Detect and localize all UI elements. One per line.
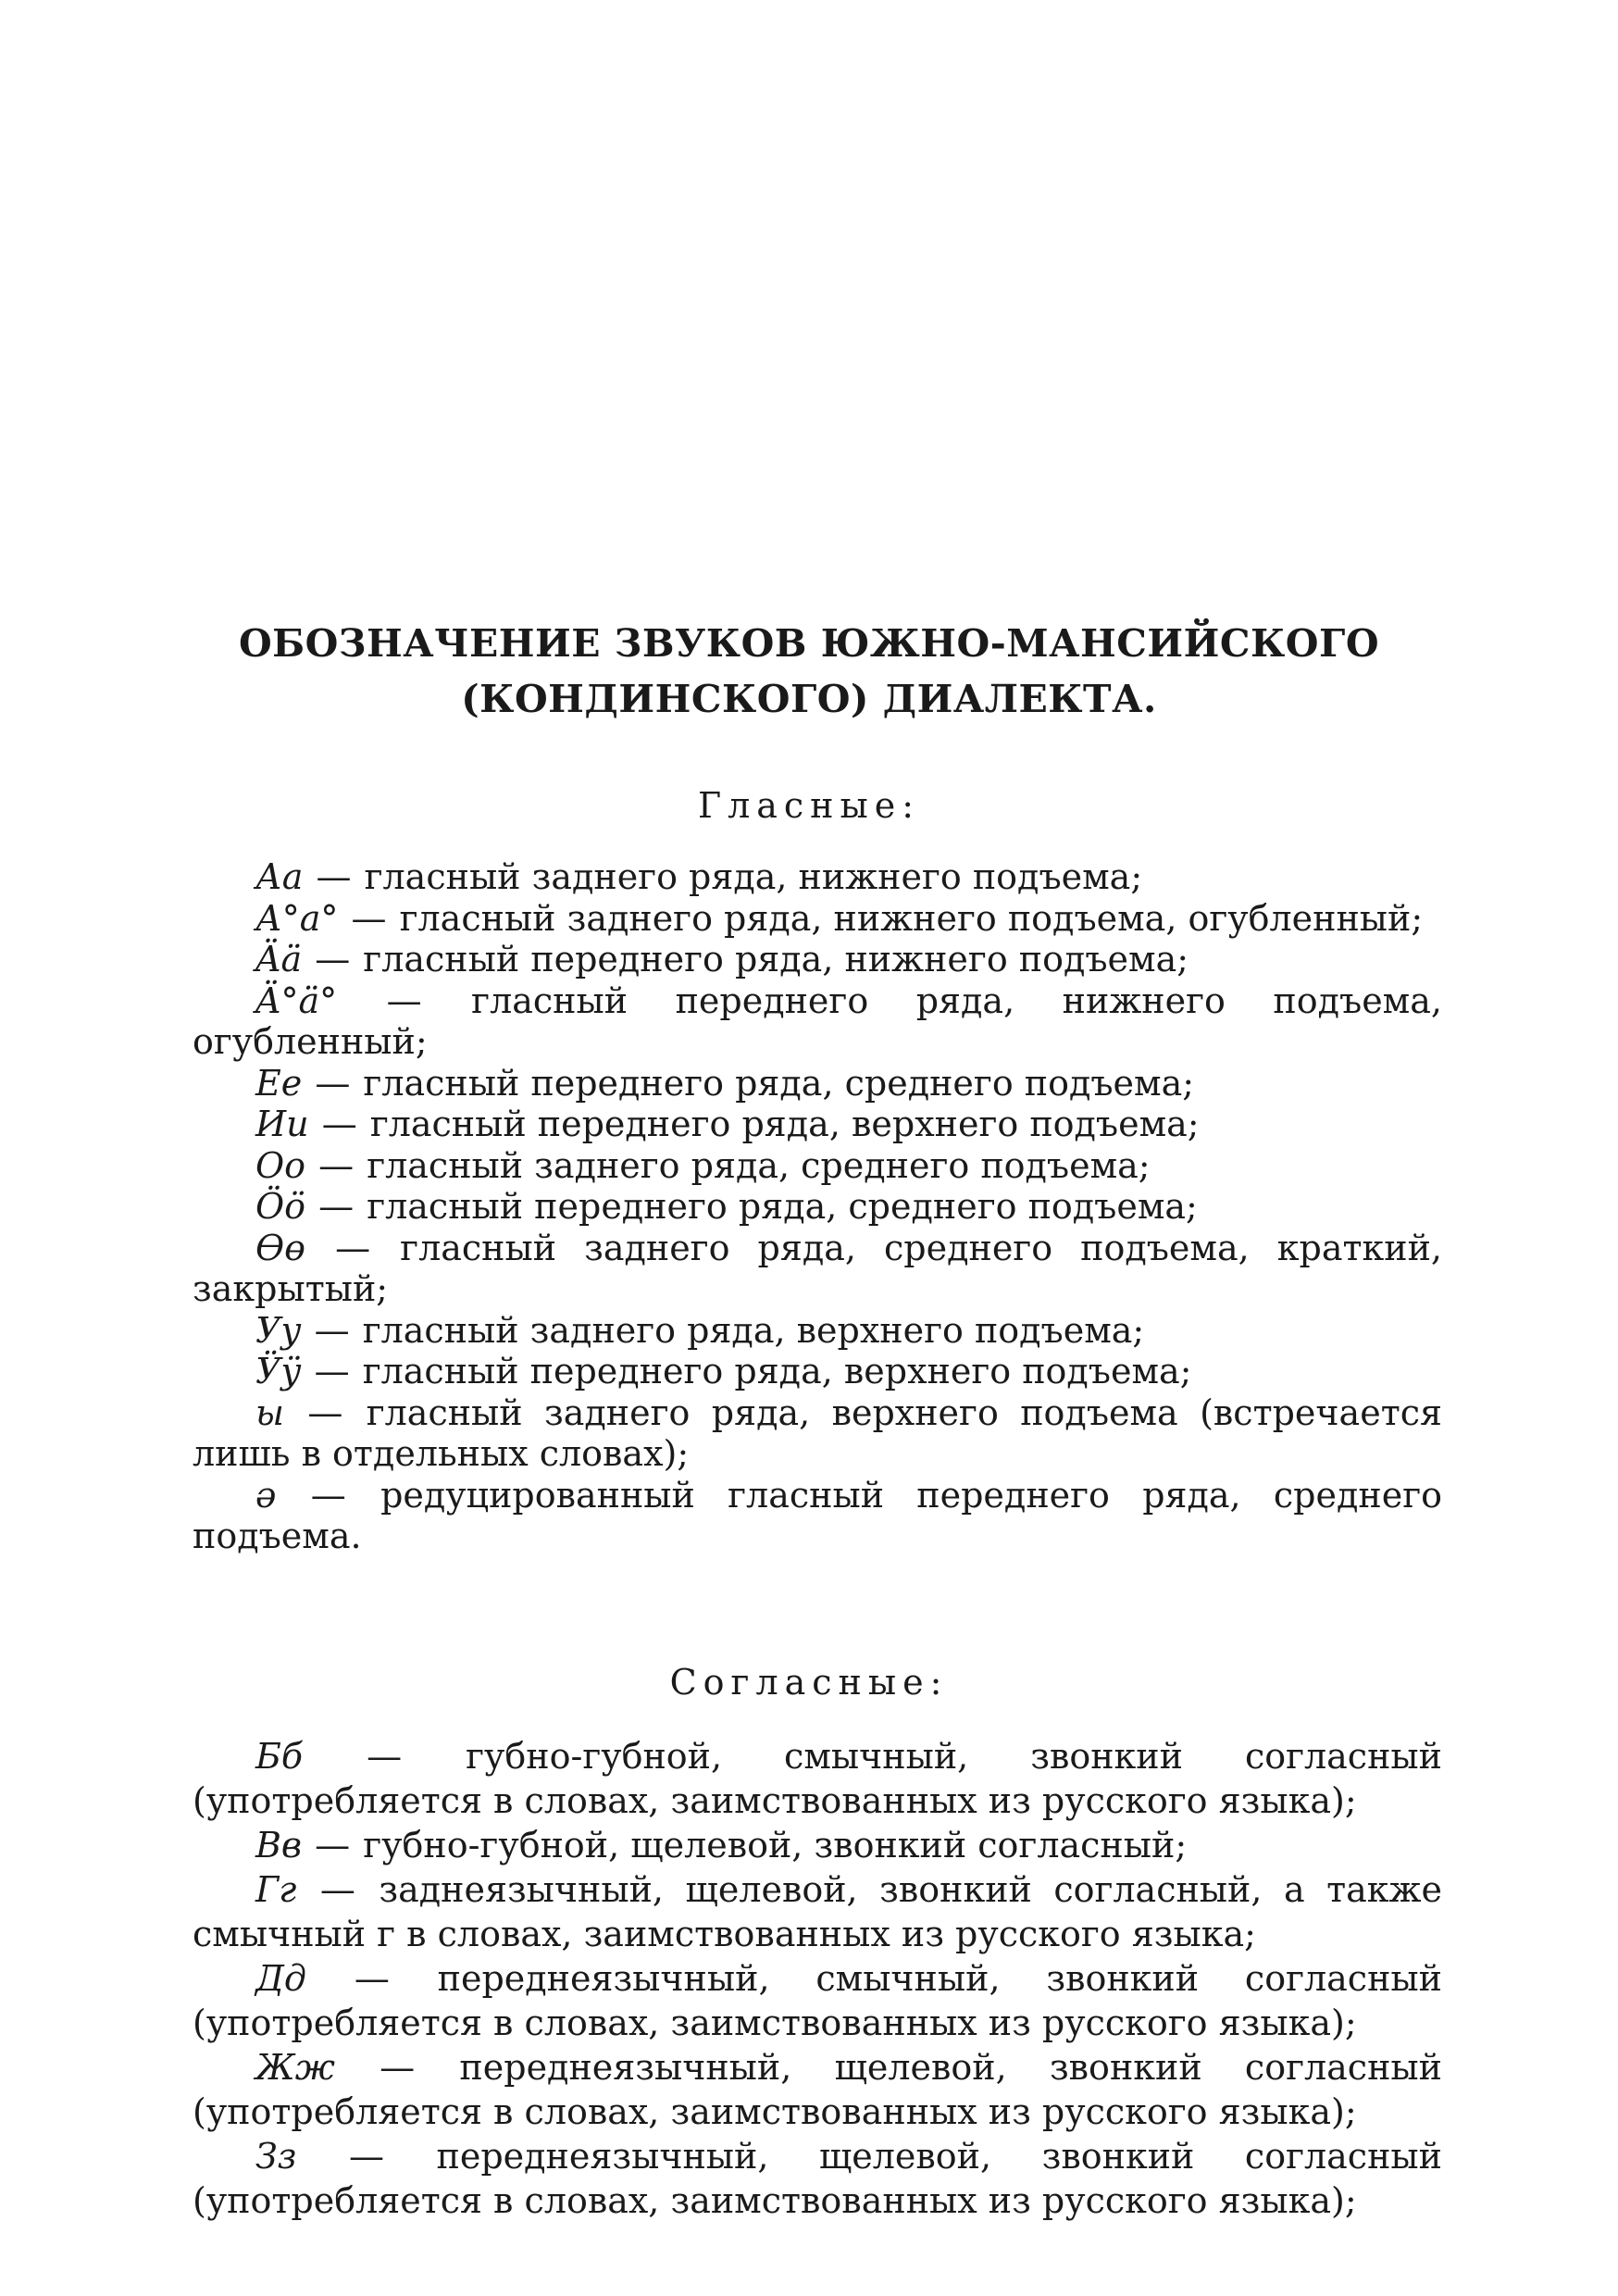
vowel-entry: ы — гласный заднего ряда, верхнего подъема (встречается лишь в отдельных словах); bbox=[193, 1391, 1442, 1474]
vowel-description: гласный заднего ряда, среднего подъема, краткий, закрытый; bbox=[193, 1227, 1442, 1309]
vowel-entry: Ӱӱ — гласный переднего ряда, верхнего подъема; bbox=[255, 1351, 1192, 1391]
vowel-description: гласный заднего ряда, верхнего подъема; bbox=[362, 1309, 1145, 1351]
consonant-letter: Зз bbox=[255, 2136, 297, 2177]
vowel-letter: Ää bbox=[255, 939, 303, 980]
consonant-entry: Дд — переднеязычный, смычный, звонкий согласный (употребляется в словах, заимствованных из русского языка); bbox=[193, 1958, 1442, 2043]
consonant-letter: Дд bbox=[255, 1958, 306, 1999]
title-line-2: (КОНДИНСКОГО) ДИАЛЕКТА. bbox=[461, 677, 1157, 721]
vowel-entry: Оо — гласный заднего ряда, среднего подъема; bbox=[255, 1144, 1151, 1186]
consonant-entry: Гг — заднеязычный, щелевой, звонкий согласный, а также смычный г в словах, заимствованных из русского языка; bbox=[193, 1869, 1442, 1954]
consonant-letter: Вв bbox=[255, 1825, 303, 1866]
vowel-letter: Аа bbox=[255, 856, 304, 897]
vowel-description: гласный заднего ряда, верхнего подъема (встречается лишь в отдельных словах); bbox=[193, 1391, 1442, 1474]
vowel-description: гласный заднего ряда, нижнего подъема; bbox=[364, 856, 1143, 897]
consonant-description: переднеязычный, щелевой, звонкий согласный (употребляется в словах, заимствованных из русского языка); bbox=[193, 2136, 1442, 2221]
consonant-entry: Зз — переднеязычный, щелевой, звонкий согласный (употребляется в словах, заимствованных из русского языка); bbox=[193, 2136, 1442, 2221]
vowel-letter: ы bbox=[255, 1391, 284, 1433]
vowel-entry: ә — редуцированный гласный переднего ряда, среднего подъема. bbox=[193, 1474, 1442, 1556]
vowel-letter: Ии bbox=[255, 1104, 309, 1144]
vowel-entry: Ее — гласный переднего ряда, среднего подъема; bbox=[255, 1062, 1195, 1104]
vowel-letter: Оо bbox=[255, 1144, 306, 1186]
consonant-letter: Гг bbox=[255, 1869, 297, 1910]
vowel-entry: Аа — гласный заднего ряда, нижнего подъема; bbox=[255, 856, 1143, 897]
vowel-letter: А°а° bbox=[255, 897, 339, 939]
vowels-list bbox=[193, 856, 1442, 1557]
vowel-entry: Ии — гласный переднего ряда, верхнего подъема; bbox=[255, 1104, 1200, 1144]
vowel-letter: Öö bbox=[255, 1186, 306, 1227]
vowel-description: гласный переднего ряда, среднего подъема; bbox=[367, 1186, 1198, 1227]
vowel-letter: Өө bbox=[255, 1227, 306, 1268]
vowel-description: гласный переднего ряда, верхнего подъема; bbox=[362, 1351, 1192, 1391]
consonant-description: переднеязычный, щелевой, звонкий согласный (употребляется в словах, заимствованных из русского языка); bbox=[193, 2047, 1442, 2132]
consonant-entry: Вв — губно-губной, щелевой, звонкий согласный; bbox=[255, 1825, 1188, 1866]
vowel-description: гласный заднего ряда, нижнего подъема, огубленный; bbox=[399, 897, 1424, 939]
vowel-letter: Ä°ä° bbox=[255, 980, 338, 1021]
vowel-description: гласный переднего ряда, нижнего подъема, огубленный; bbox=[193, 980, 1442, 1062]
consonants-list bbox=[193, 1734, 1442, 2223]
vowel-entry: Öö — гласный переднего ряда, среднего подъема; bbox=[255, 1186, 1198, 1227]
vowel-letter: Уу bbox=[255, 1309, 302, 1351]
consonant-entry: Жж — переднеязычный, щелевой, звонкий согласный (употребляется в словах, заимствованных из русского языка); bbox=[193, 2047, 1442, 2132]
vowel-description: гласный переднего ряда, верхнего подъема; bbox=[369, 1104, 1200, 1144]
consonant-description: переднеязычный, смычный, звонкий согласный (употребляется в словах, заимствованных из русского языка); bbox=[193, 1958, 1442, 2043]
consonants-heading: Согласные: bbox=[669, 1662, 949, 1703]
page-title bbox=[0, 616, 1618, 727]
consonant-description: губно-губной, щелевой, звонкий согласный; bbox=[363, 1825, 1188, 1866]
consonant-letter: Жж bbox=[255, 2047, 335, 2088]
vowel-letter: Ӱӱ bbox=[255, 1351, 302, 1391]
title-line-1: ОБОЗНАЧЕНИЕ ЗВУКОВ ЮЖНО-МАНСИЙСКОГО bbox=[238, 621, 1380, 666]
consonant-entry: Бб — губно-губной, смычный, звонкий согласный (употребляется в словах, заимствованных из русского языка); bbox=[193, 1736, 1442, 1821]
vowel-description: гласный переднего ряда, среднего подъема; bbox=[363, 1062, 1195, 1104]
consonant-description: заднеязычный, щелевой, звонкий согласный, а также смычный г в словах, заимствованных из русского языка; bbox=[193, 1869, 1442, 1954]
vowel-description: гласный заднего ряда, среднего подъема; bbox=[367, 1144, 1151, 1186]
vowel-entry: А°а° — гласный заднего ряда, нижнего подъема, огубленный; bbox=[255, 897, 1424, 939]
consonant-letter: Бб bbox=[255, 1736, 304, 1777]
vowel-description: редуцированный гласный переднего ряда, среднего подъема. bbox=[193, 1474, 1442, 1556]
vowel-entry: Ää — гласный переднего ряда, нижнего подъема; bbox=[255, 939, 1189, 980]
vowel-entry: Ä°ä° — гласный переднего ряда, нижнего подъема, огубленный; bbox=[193, 980, 1442, 1062]
vowel-entry: Өө — гласный заднего ряда, среднего подъема, краткий, закрытый; bbox=[193, 1227, 1442, 1309]
vowels-heading: Гласные: bbox=[697, 785, 921, 826]
vowel-entry: Уу — гласный заднего ряда, верхнего подъема; bbox=[255, 1309, 1145, 1351]
consonant-description: губно-губной, смычный, звонкий согласный (употребляется в словах, заимствованных из русского языка); bbox=[193, 1736, 1442, 1821]
vowel-description: гласный переднего ряда, нижнего подъема; bbox=[363, 939, 1189, 980]
vowel-letter: ә bbox=[255, 1474, 277, 1516]
vowel-letter: Ее bbox=[255, 1062, 303, 1104]
